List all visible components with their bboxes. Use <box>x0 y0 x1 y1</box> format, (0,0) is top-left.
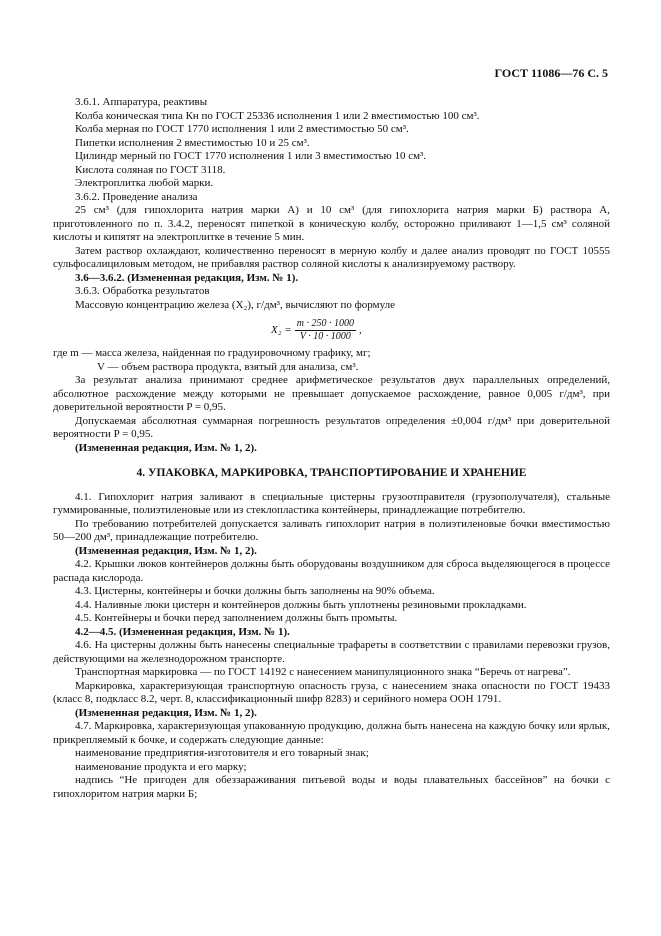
amendment-note: (Измененная редакция, Изм. № 1, 2). <box>75 544 257 557</box>
paragraph: Кислота соляная по ГОСТ 3118. <box>75 163 226 176</box>
amendment-note: (Измененная редакция, Изм. № 1, 2). <box>75 441 257 454</box>
formula-tail: , <box>358 323 362 336</box>
formula-fraction <box>295 318 356 343</box>
paragraph: 4.4. Наливные люки цистерн и контейнеров должны быть уплотнены резиновыми прокладками. <box>75 598 527 611</box>
paragraph: Цилиндр мерный по ГОСТ 1770 исполнения 1 или 3 вместимостью 10 см³. <box>75 150 427 162</box>
paragraph: Колба мерная по ГОСТ 1770 исполнения 1 или 2 вместимостью 50 см³. <box>75 123 409 135</box>
paragraph: Пипетки исполнения 2 вместимостью 10 и 25 см³. <box>75 136 310 149</box>
paragraph: 3.6.3. Обработка результатов <box>75 285 210 297</box>
paragraph: За результат анализа принимают среднее арифметическое результатов двух параллельных определений, абсолютное расхождение между которыми не превышает допускаемое расхождение, равное 0,005 г/дм³, при доверительной вероятности P = 0,95. <box>53 374 610 413</box>
amendment-note: 3.6—3.6.2. (Измененная редакция, Изм. № 1). <box>75 271 299 284</box>
formula-denominator: V · 10 · 1000 <box>299 331 351 342</box>
formula-x2 <box>271 318 610 343</box>
paragraph: По требованию потребителей допускается заливать гипохлорит натрия в полиэтиленовые бочки вместимостью 50—200 дм³, принадлежащие потребителю. <box>53 517 610 543</box>
paragraph: Затем раствор охлаждают, количественно переносят в мерную колбу и далее анализ проводят по ГОСТ 10555 сульфосалициловым методом, не прибавляя раствор соляной кислоты к анализируемому раствору. <box>53 244 610 270</box>
document-body <box>53 96 610 801</box>
paragraph: Колба коническая типа Кн по ГОСТ 25336 исполнения 1 или 2 вместимостью 100 см³. <box>75 109 480 122</box>
paragraph: Транспортная маркировка — по ГОСТ 14192 с нанесением манипуляционного знака “Беречь от нагрева”. <box>75 666 571 678</box>
list-item: наименование предприятия-изготовителя и его товарный знак; <box>75 747 369 759</box>
list-item: наименование продукта и его марку; <box>75 760 247 773</box>
paragraph: Электроплитка любой марки. <box>75 177 214 189</box>
amendment-note: (Измененная редакция, Изм. № 1, 2). <box>75 706 257 719</box>
paragraph: Маркировка, характеризующая транспортную опасность груза, с нанесением знака опасности по ГОСТ 19433 (класс 8, подкласс 8.2, черт. 8, классификационный шифр 8283) и серийного номера ООН 1791. <box>53 679 610 705</box>
amendment-note: 4.2—4.5. (Измененная редакция, Изм. № 1). <box>75 625 290 638</box>
paragraph: Допускаемая абсолютная суммарная погрешность результатов определения ±0,004 г/дм³ при доверительной вероятности P = 0,95. <box>53 414 610 440</box>
paragraph: Массовую концентрацию железа (X₂), г/дм³, вычисляют по формуле <box>75 298 395 311</box>
formula-lhs: X₂ = <box>271 323 292 336</box>
paragraph: 4.7. Маркировка, характеризующая упакованную продукцию, должна быть нанесена на каждую бочку или ярлык, прикрепляемый к бочке, и содержать следующие данные: <box>53 720 610 746</box>
list-item: надпись “Не пригоден для обеззараживания питьевой воды и воды плавательных бассейнов” на бочки с гипохлоритом натрия марки Б; <box>53 774 610 800</box>
paragraph: 4.6. На цистерны должны быть нанесены специальные трафареты в соответствии с правилами перевозки грузов, действующими на железнодорожном транспорте. <box>53 639 610 665</box>
paragraph: 4.2. Крышки люков контейнеров должны быть оборудованы воздушником для сброса выделяющегося в процессе распада кислорода. <box>53 558 610 584</box>
paragraph: 3.6.2. Проведение анализа <box>75 190 198 203</box>
paragraph: 4.1. Гипохлорит натрия заливают в специальные цистерны грузоотправителя (грузополучателя), стальные гуммированные, полиэтиленовые или из стеклопластика контейнеры, принадлежащие потребителю. <box>53 490 610 516</box>
section-title: 4. УПАКОВКА, МАРКИРОВКА, ТРАНСПОРТИРОВАНИЕ И ХРАНЕНИЕ <box>136 467 527 479</box>
paragraph: 4.3. Цистерны, контейнеры и бочки должны быть заполнены на 90% объема. <box>75 585 435 597</box>
paragraph: 4.5. Контейнеры и бочки перед заполнением должны быть промыты. <box>75 612 398 624</box>
formula-where-m: где m — масса железа, найденная по градуировочному графику, мг; <box>53 347 371 359</box>
formula-where-v: V — объем раствора продукта, взятый для анализа, см³. <box>97 360 359 373</box>
paragraph: 3.6.1. Аппаратура, реактивы <box>75 96 208 108</box>
paragraph: 25 см³ (для гипохлорита натрия марки А) и 10 см³ (для гипохлорита натрия марки Б) раствора А, приготовленного по п. 3.4.2, переносят пипеткой в коническую колбу, осторожно приливают 1—1,5 см³ соляной кислоты и кипятят на электроплитке в течение 5 мин. <box>53 204 610 243</box>
page-header: ГОСТ 11086—76 С. 5 <box>494 66 608 80</box>
formula-numerator: m · 250 · 1000 <box>296 318 354 329</box>
